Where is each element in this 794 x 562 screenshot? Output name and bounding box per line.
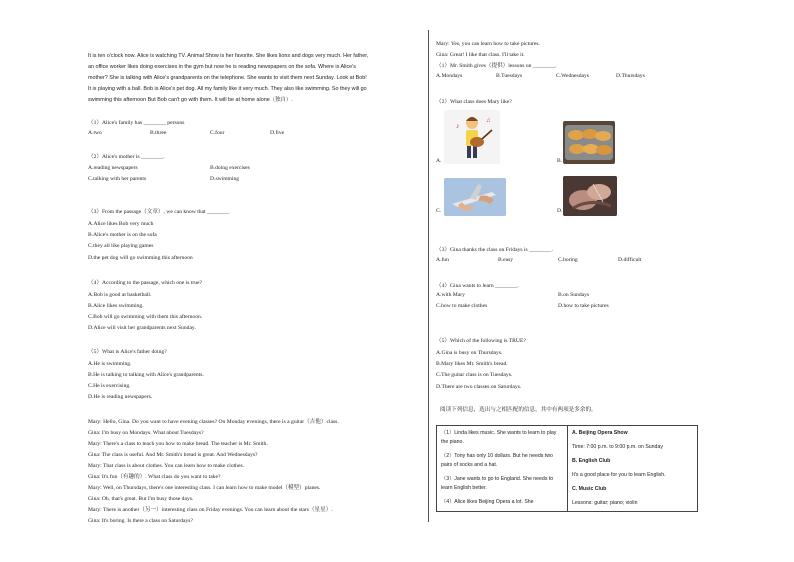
option[interactable]: D.He is reading newspapers. bbox=[88, 394, 153, 400]
question-4-stem: （4）According to the passage, which one is true? bbox=[88, 280, 203, 286]
option[interactable]: A.Gina is busy on Thursdays. bbox=[436, 350, 503, 356]
option[interactable]: B.Alice likes swimming. bbox=[88, 303, 144, 309]
column-divider bbox=[428, 30, 429, 522]
passage-line: an office worker likes doing exercises in the gym but now he is reading newspapers on the sofa. Where is Alice's bbox=[88, 64, 356, 70]
passage-line: swimming this afternoon But Bob can't go with them. It will be at home alone（独自）. bbox=[88, 97, 293, 103]
dialogue-line: Mary: There's a class to teach you how to make bread. The teacher is Mr. Smith. bbox=[88, 441, 268, 447]
person-description: （2）Tony has only 10 dollars. But he needs two pairs of socks and a hat. bbox=[441, 453, 553, 468]
question-3-stem: （3）From the passage（文章）, we can know that ________ bbox=[88, 209, 230, 215]
person-description: （4）Alice likes Beijing Opera a lot. She bbox=[441, 499, 534, 505]
option-detail: Time: 7:00 p.m. to 9:00 p.m. on Sunday bbox=[572, 444, 663, 450]
question-2-stem: （2）Alice's mother is ________. bbox=[88, 154, 165, 160]
option[interactable]: A.Bob is good at basketball. bbox=[88, 292, 152, 298]
option[interactable]: A.Alice likes Bob very much bbox=[88, 221, 154, 227]
option-title: B. English Club bbox=[572, 458, 611, 464]
option[interactable]: C.Bob will go swimming with them this afternoon. bbox=[88, 314, 203, 320]
option[interactable]: C.four bbox=[210, 130, 225, 136]
person-description: （1）Linda likes music. She wants to learn to play the piano. bbox=[441, 430, 557, 445]
option[interactable]: A.He is swimming. bbox=[88, 361, 132, 367]
option[interactable]: D.There are two classes on Saturdays. bbox=[436, 384, 522, 390]
option[interactable]: D.Thursdays bbox=[616, 73, 645, 79]
option-title: C. Music Club bbox=[572, 486, 607, 492]
question-1-stem: （1）Alice's family has ________ persons bbox=[88, 120, 185, 126]
option[interactable]: A.reading newspapers bbox=[88, 165, 138, 171]
matching-instruction: 阅读下列信息，选出与之相匹配的信息，其中有两项是多余的。 bbox=[440, 407, 597, 413]
people-cell bbox=[437, 426, 568, 512]
dialogue-line: Gina: It's boring. Is there a class on Saturdays? bbox=[88, 518, 193, 524]
dialogue-line: Gina: Oh, that's great. But I'm busy those days. bbox=[88, 496, 194, 502]
option[interactable]: D.how to take pictures bbox=[558, 303, 609, 309]
options-cell bbox=[568, 426, 698, 512]
reading-question-2-stem: （2）What class does Mary like? bbox=[436, 99, 512, 105]
option-detail: It's a good place for you to learn English. bbox=[572, 472, 666, 478]
passage-line: It is playing with a ball. Bob is Alice's pet dog. All my family like it very much. They also like swimming. So they will go bbox=[88, 86, 367, 92]
option-title: A. Beijing Opera Show bbox=[572, 430, 628, 436]
option[interactable]: B.doing exercises bbox=[210, 165, 250, 171]
reading-question-5-stem: （5）Which of the following is TRUE? bbox=[436, 338, 526, 344]
option[interactable]: B.Mary likes Mr. Smith's bread. bbox=[436, 361, 508, 367]
reading-question-1-stem: （1）Mr. Smith gives（提供）lessons on ________. bbox=[436, 63, 557, 69]
reading-question-3-stem: （3）Gina thanks the class on Fridays is ________. bbox=[436, 247, 553, 253]
option[interactable]: C.Wednesdays bbox=[556, 73, 589, 79]
passage-line: mother? She is talking with Alice's grandparents on the telephone. She wants to visit them next Sunday. Look at Bob! bbox=[88, 75, 367, 81]
svg-text:♪: ♪ bbox=[456, 122, 460, 130]
picture-option-label: C. bbox=[436, 208, 442, 214]
option[interactable]: B.Alice's mother is on the sofa bbox=[88, 232, 157, 238]
option[interactable]: D.difficult bbox=[618, 257, 642, 263]
option-detail: Lessons: guitar; piano; violin bbox=[572, 500, 638, 506]
dialogue-line: Mary: Yes, you can learn how to take pictures. bbox=[436, 41, 540, 47]
option[interactable]: C.boring bbox=[558, 257, 578, 263]
option[interactable]: C.how to make clothes bbox=[436, 303, 488, 309]
option[interactable]: B.on Sundays bbox=[558, 292, 590, 298]
option[interactable]: C.talking with her parents bbox=[88, 176, 147, 182]
option[interactable]: B.easy bbox=[498, 257, 514, 263]
option[interactable]: C.He is exercising. bbox=[88, 383, 131, 389]
option[interactable]: C.The guitar class is on Tuesdays. bbox=[436, 372, 513, 378]
option[interactable]: D.swimming bbox=[210, 176, 240, 182]
dialogue-line: Mary: Hello, Gina. Do you want to have evening classes? On Monday evenings, there is a guitar（吉他）class. bbox=[88, 419, 339, 425]
question-5-stem: （5）What is Alice's father doing? bbox=[88, 349, 167, 355]
option[interactable]: B.Tuesdays bbox=[496, 73, 523, 79]
reading-question-4-stem: （4）Gina wants to learn ________. bbox=[436, 283, 519, 289]
option[interactable]: D.the pet dog will go swimming this afternoon bbox=[88, 255, 193, 261]
option[interactable]: D.five bbox=[270, 130, 285, 136]
dialogue-line: Gina: The class is useful. And Mr. Smith's bread is great. And Wednesdays? bbox=[88, 452, 258, 458]
option[interactable]: A.with Mary bbox=[436, 292, 465, 298]
option[interactable]: B.three bbox=[150, 130, 167, 136]
sewing-clothes-image[interactable] bbox=[563, 176, 617, 216]
dialogue-line: Mary: That class is about clothes. You can learn how to make clothes. bbox=[88, 463, 245, 469]
bread-image[interactable] bbox=[563, 121, 615, 164]
guitar-player-image[interactable] bbox=[444, 110, 500, 164]
option[interactable]: A.two bbox=[88, 130, 102, 136]
dialogue-line: Mary: Well, on Thursdays, there's one interesting class. I can learn how to make model（模型）planes. bbox=[88, 485, 321, 491]
option[interactable]: B.He is talking to talking with Alice's grandparents. bbox=[88, 372, 204, 378]
option[interactable]: D.Alice will visit her grandparents next Sunday. bbox=[88, 325, 196, 331]
matching-table bbox=[436, 425, 698, 512]
option[interactable]: C.they all like playing games bbox=[88, 243, 154, 249]
dialogue-line: Mary: There is another（另一）interesting class on Friday evenings. You can learn about the stars（星星）. bbox=[88, 507, 333, 513]
dialogue-line: Gina: I'm busy on Mondays. What about Tuesdays? bbox=[88, 430, 204, 436]
option[interactable]: A.fun bbox=[436, 257, 449, 263]
option[interactable]: A.Mondays bbox=[436, 73, 463, 79]
picture-option-label: A. bbox=[436, 158, 442, 164]
passage-line: It is ten o'clock now. Alice is watching TV. Animal Show is her favorite. She likes lions and dogs very much. Her father, bbox=[88, 53, 369, 59]
person-description: （3）Jane wants to go to England. She needs to learn English better. bbox=[441, 476, 554, 491]
svg-text:♫: ♫ bbox=[486, 118, 491, 124]
picture-option-label: D. bbox=[557, 208, 563, 214]
picture-option-label: B. bbox=[557, 158, 563, 164]
dialogue-line: Gina: It's fun（有趣的）. What class do you want to take? bbox=[88, 474, 221, 480]
dialogue-line: Gina: Great! I like that class. I'll take it. bbox=[436, 52, 525, 58]
model-plane-image[interactable] bbox=[444, 178, 506, 216]
